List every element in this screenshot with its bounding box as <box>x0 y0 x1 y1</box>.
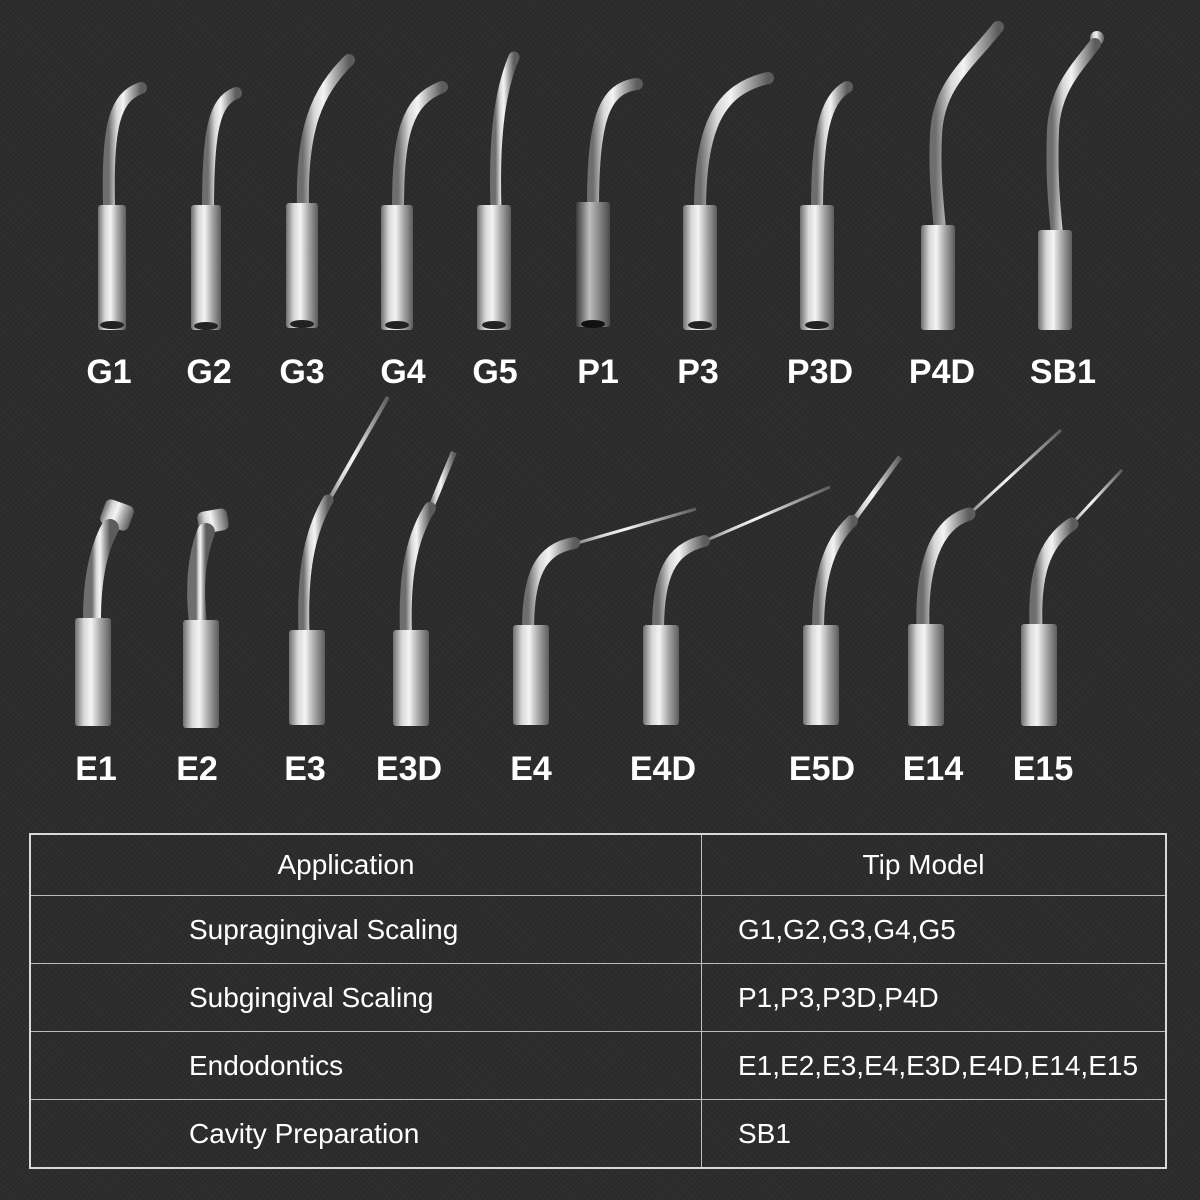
tip-e2-image <box>180 508 250 730</box>
tip-p3 <box>680 75 775 333</box>
tip-e3 <box>286 395 391 730</box>
tip-model-cell: G1,G2,G3,G4,G5 <box>702 896 1167 964</box>
tip-e2 <box>180 508 250 730</box>
tip-p3-image <box>680 75 775 333</box>
tip-sb1-image <box>1035 30 1110 335</box>
tip-e1-image <box>72 500 142 730</box>
tip-sb1 <box>1035 30 1110 335</box>
tip-g3 <box>283 58 353 333</box>
tip-e3d <box>390 450 460 730</box>
tip-label: E4 <box>510 750 552 788</box>
tip-label: E1 <box>75 750 117 788</box>
table-row <box>30 1032 1166 1100</box>
tip-model-cell: P1,P3,P3D,P4D <box>702 964 1167 1032</box>
tip-model-cell: SB1 <box>702 1100 1167 1169</box>
tip-e3d-image <box>390 450 460 730</box>
tip-e15-image <box>1018 468 1128 730</box>
application-cell: Subgingival Scaling <box>30 964 702 1032</box>
tip-label: G2 <box>186 353 232 391</box>
table-header-row <box>30 834 1166 896</box>
tip-label: P1 <box>577 353 619 391</box>
tip-g1 <box>95 85 155 335</box>
tip-label: P4D <box>908 353 976 391</box>
tip-g2 <box>188 90 248 335</box>
table-row <box>30 1100 1166 1169</box>
table-row <box>30 896 1166 964</box>
application-cell: Cavity Preparation <box>30 1100 702 1169</box>
tip-g3-image <box>283 58 353 333</box>
tip-label: E3 <box>284 750 326 788</box>
tip-model-cell: E1,E2,E3,E4,E3D,E4D,E14,E15 <box>702 1032 1167 1100</box>
tip-p3d-image <box>797 85 852 333</box>
tip-label: E4D <box>629 750 697 788</box>
tip-label: G3 <box>279 353 325 391</box>
tip-label: E5D <box>788 750 856 788</box>
tip-p1 <box>573 82 643 332</box>
tip-p4d-image <box>918 25 1003 335</box>
application-cell: Endodontics <box>30 1032 702 1100</box>
tip-label: P3 <box>677 353 719 391</box>
tip-label: E14 <box>902 750 964 788</box>
tip-p4d <box>918 25 1003 335</box>
application-table <box>29 833 1167 1169</box>
tip-p1-image <box>573 82 643 332</box>
tip-g2-image <box>188 90 248 335</box>
tip-g5-image <box>474 55 524 333</box>
header-tip-model: Tip Model <box>702 834 1167 896</box>
tip-label: E3D <box>375 750 443 788</box>
tip-label: G5 <box>472 353 518 391</box>
table-row <box>30 964 1166 1032</box>
tip-label: G4 <box>380 353 426 391</box>
tip-e5d-image <box>800 455 905 730</box>
tip-p3d <box>797 85 852 333</box>
tip-e5d <box>800 455 905 730</box>
tip-e3-image <box>286 395 391 730</box>
tip-label: E2 <box>176 750 218 788</box>
tip-g1-image <box>95 85 155 335</box>
header-application: Application <box>30 834 702 896</box>
tip-label: P3D <box>786 353 854 391</box>
tip-g5 <box>474 55 524 333</box>
application-cell: Supragingival Scaling <box>30 896 702 964</box>
tip-label: SB1 <box>1029 353 1097 391</box>
tip-e1 <box>72 500 142 730</box>
tip-label: G1 <box>86 353 132 391</box>
tip-e15 <box>1018 468 1128 730</box>
tip-g4 <box>378 85 448 333</box>
tip-label: E15 <box>1012 750 1074 788</box>
tip-g4-image <box>378 85 448 333</box>
